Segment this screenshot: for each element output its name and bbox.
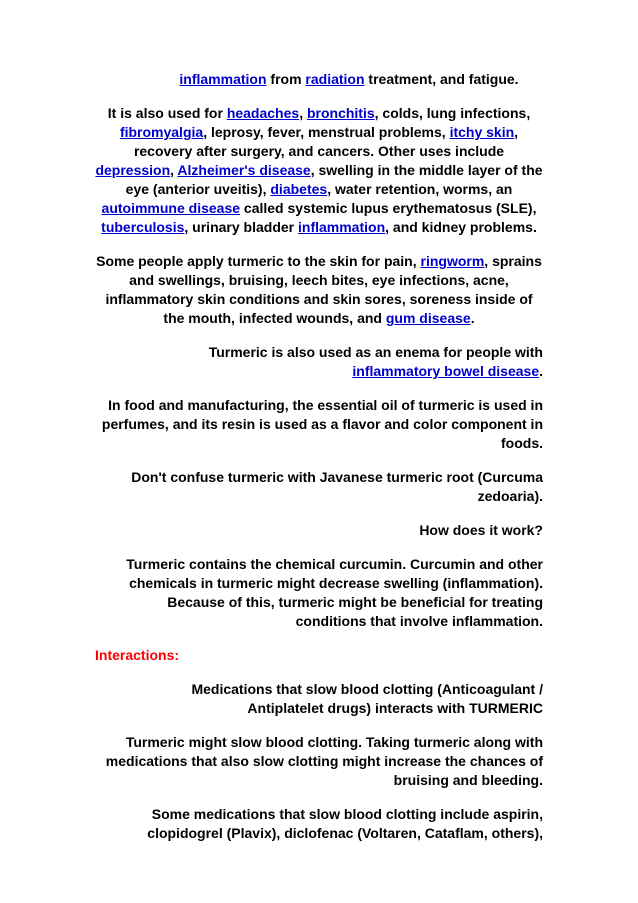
paragraph-uses	[95, 104, 543, 237]
text: Turmeric is also used as an enema for people with	[208, 344, 543, 360]
link-gum-disease[interactable]: gum disease	[385, 310, 471, 326]
link-fibromyalgia[interactable]: fibromyalgia	[119, 124, 204, 140]
link-bronchitis[interactable]: bronchitis	[306, 105, 375, 121]
text: ,	[299, 105, 307, 121]
text: Some people apply turmeric to the skin for pain,	[96, 253, 421, 269]
text: It is also used for	[107, 105, 227, 121]
paragraph-curcumin: Turmeric contains the chemical curcumin. Curcumin and other chemicals in turmeric might decrease swelling (inflammation). Because of this, turmeric might be beneficial for treating conditions that involve inflammation.	[126, 556, 543, 629]
section-heading-how-it-works: How does it work?	[419, 522, 543, 538]
paragraph-interaction-title: Medications that slow blood clotting (Anticoagulant / Antiplatelet drugs) interacts with TURMERIC	[191, 681, 543, 716]
paragraph-1	[95, 70, 543, 89]
text: , colds, lung infections,	[374, 105, 531, 121]
paragraph-skin	[95, 252, 543, 328]
text: ,	[170, 162, 178, 178]
link-autoimmune[interactable]: autoimmune disease	[101, 200, 241, 216]
link-tuberculosis[interactable]: tuberculosis	[101, 219, 185, 235]
link-itchy-skin[interactable]: itchy skin	[449, 124, 515, 140]
text: treatment, and fatigue.	[364, 71, 519, 87]
link-radiation[interactable]: radiation	[305, 71, 365, 87]
link-depression[interactable]: depression	[95, 162, 171, 178]
interactions-heading: Interactions:	[95, 647, 180, 663]
link-ringworm[interactable]: ringworm	[420, 253, 485, 269]
text: , urinary bladder	[184, 219, 298, 235]
text: .	[470, 310, 475, 326]
link-headaches[interactable]: headaches	[226, 105, 300, 121]
text: , sprains and swellings, bruising, leech bites, eye infections, acne, inflammatory skin conditions and skin sores, soreness inside of the mouth, infected wounds, and	[105, 253, 542, 326]
text: called systemic lupus erythematosus (SLE),	[240, 200, 537, 216]
link-inflammation[interactable]: inflammation	[179, 71, 267, 87]
text: , recovery after surgery, and cancers. Other uses include	[133, 124, 519, 159]
text: .	[539, 363, 543, 379]
paragraph-confuse: Don't confuse turmeric with Javanese turmeric root (Curcuma zedoaria).	[131, 469, 543, 504]
text: , water retention, worms, an	[327, 181, 513, 197]
paragraph-enema	[95, 343, 543, 381]
text: from	[266, 71, 306, 87]
paragraph-blood-clotting: Turmeric might slow blood clotting. Taking turmeric along with medications that also slow clotting might increase the chances of bruising and bleeding.	[105, 734, 543, 788]
document-page	[95, 70, 543, 858]
paragraph-food: In food and manufacturing, the essential oil of turmeric is used in perfumes, and its resin is used as a flavor and color component in foods.	[101, 397, 543, 451]
link-alzheimers[interactable]: Alzheimer's disease	[177, 162, 311, 178]
text: , leprosy, fever, menstrual problems,	[203, 124, 450, 140]
link-ibd[interactable]: inflammatory bowel disease	[352, 363, 540, 379]
paragraph-medications: Some medications that slow blood clotting include aspirin, clopidogrel (Plavix), diclofenac (Voltaren, Cataflam, others),	[147, 806, 543, 841]
link-inflammation-2[interactable]: inflammation	[298, 219, 386, 235]
text: , swelling in the middle layer of the eye (anterior uveitis),	[125, 162, 543, 197]
link-diabetes[interactable]: diabetes	[270, 181, 328, 197]
text: , and kidney problems.	[385, 219, 537, 235]
